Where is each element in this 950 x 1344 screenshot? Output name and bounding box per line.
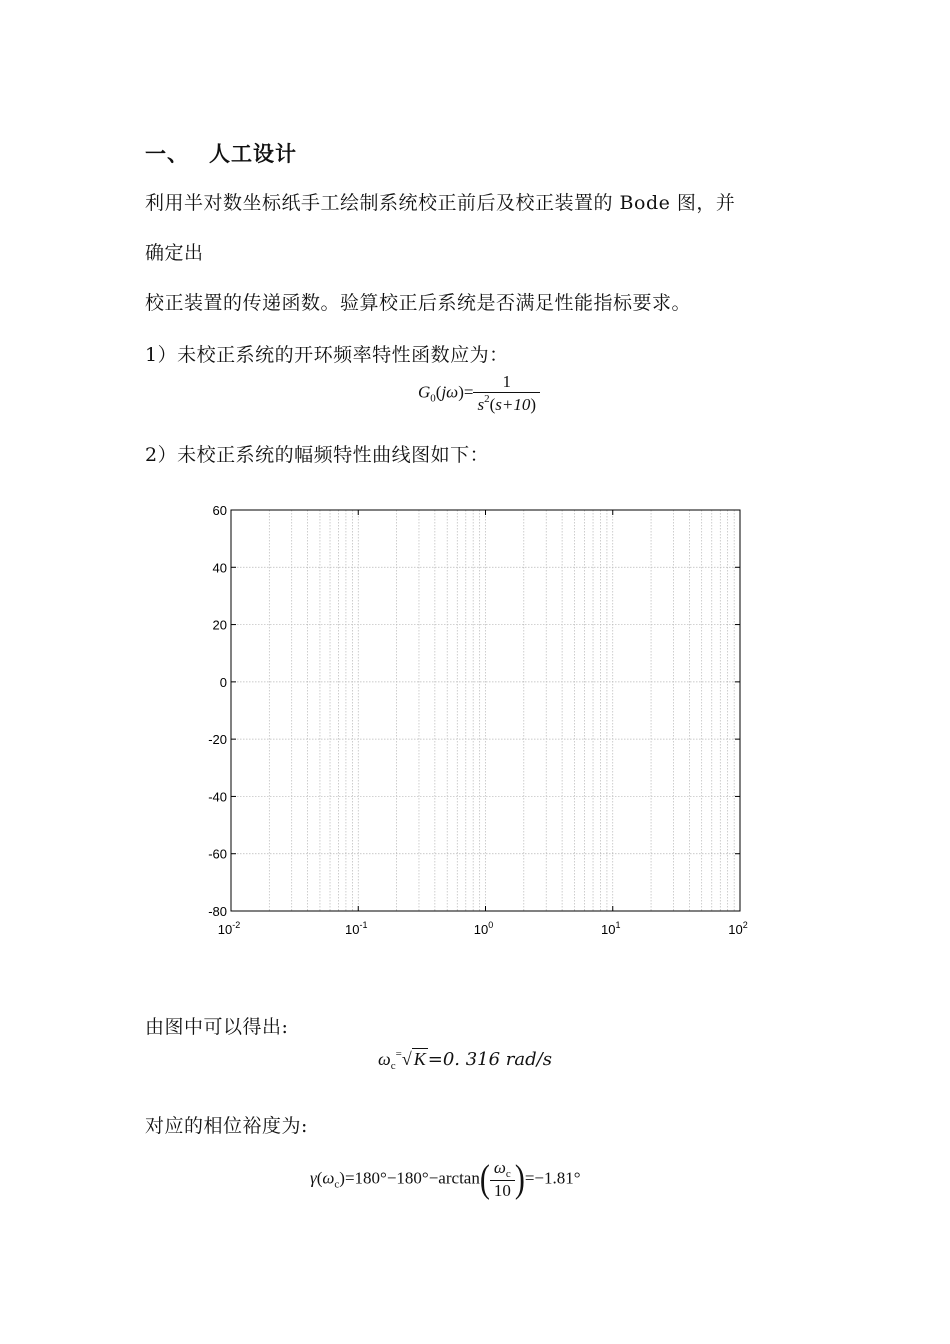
eq1-lhs: G xyxy=(418,382,431,402)
x-tick-label: $10^{-2}$ xyxy=(217,920,241,937)
eq1-numerator: 1 xyxy=(473,372,540,393)
item-2: 2）未校正系统的幅频特性曲线图如下： xyxy=(145,444,490,466)
y-tick-label: -80 xyxy=(208,904,227,919)
equation-phase-margin: $\gamma(\omega_c)=180^\circ-180^\circ-\arctan$( $\frac{\omega_c}{10}$ )=−1.81° xyxy=(310,1157,581,1201)
y-tick-label: 20 xyxy=(212,617,227,633)
y-tick-label: 0 xyxy=(219,674,227,690)
equation-open-loop: $G_0(j\omega)=$ $\frac{1}{s^2(s+10)}$ xyxy=(418,372,540,415)
result-text: 由图中可以得出: xyxy=(145,1016,289,1038)
y-tick-label: -20 xyxy=(208,732,227,748)
intro-line-2: 确定出 xyxy=(145,242,204,264)
x-tick-label: $10^{-1}$ xyxy=(345,920,368,937)
intro-line-1: 利用半对数坐标纸手工绘制系统校正前后及校正装置的 Bode 图，并 xyxy=(145,192,736,214)
y-tick-label: 60 xyxy=(212,503,227,518)
y-tick-label: -40 xyxy=(208,789,227,805)
eq3-fraction: $\frac{\omega_c}{10}$ xyxy=(490,1158,515,1201)
chart-ticks xyxy=(208,503,748,937)
margin-text: 对应的相位裕度为: xyxy=(145,1115,308,1137)
intro-line-3: 校正装置的传递函数。验算校正后系统是否满足性能指标要求。 xyxy=(145,292,692,314)
x-tick-label: $10^1$ xyxy=(601,920,621,937)
eq1-denominator: $s^2(s+10)$ xyxy=(477,393,536,414)
equation-crossover: $\omega_c^=√$ K =0. 316 rad/s xyxy=(378,1048,552,1072)
x-tick-label: $10^0$ xyxy=(473,920,494,937)
x-tick-label: $10^2$ xyxy=(728,920,748,937)
chart-grid xyxy=(231,510,740,911)
eq1-lhs-sub: 0 xyxy=(430,392,436,405)
item-1: 1）未校正系统的开环频率特性函数应为： xyxy=(145,344,509,366)
eq2-value: =0. 316 rad/s xyxy=(427,1049,552,1070)
y-tick-label: -60 xyxy=(208,846,227,862)
y-tick-label: 40 xyxy=(212,560,227,576)
eq1-arg: jω xyxy=(441,382,459,402)
section-title: 人工设计 xyxy=(209,142,297,166)
section-number: 一、 xyxy=(145,142,189,166)
